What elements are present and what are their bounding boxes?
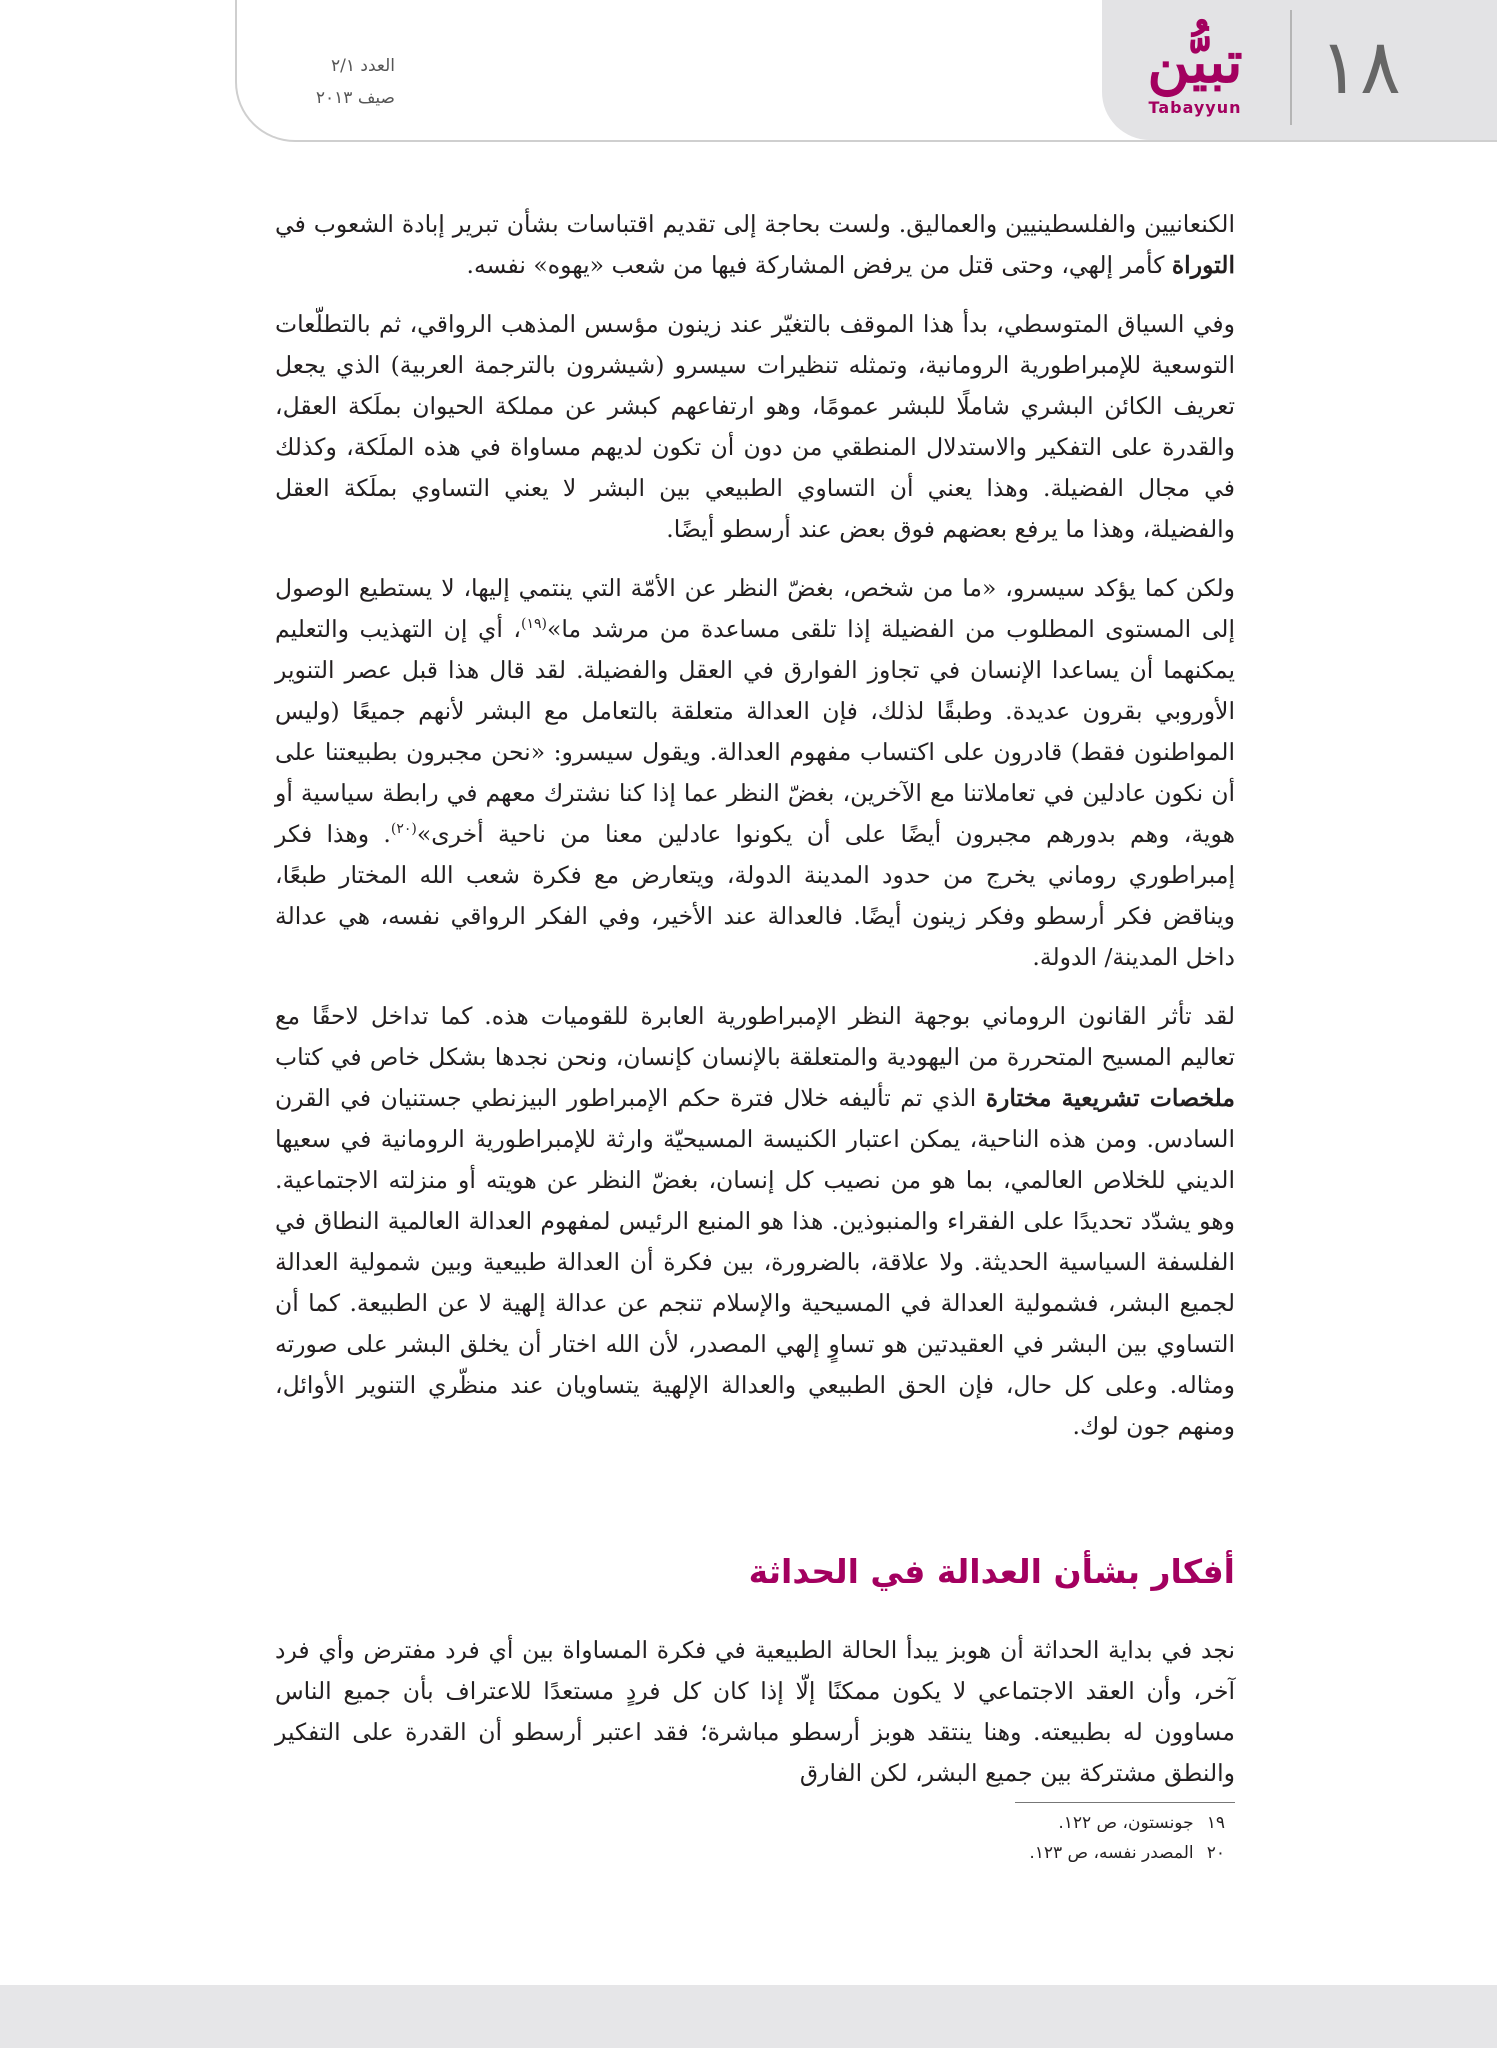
paragraph-2: وفي السياق المتوسطي، بدأ هذا الموقف بالتغيّر عند زينون مؤسس المذهب الرواقي، ثم بالتطلّعات التوسعية للإمبراطورية الرومانية، وتمثله تنظيرات سيسرو (شيشرون بالترجمة العربية) الذي يجعل تعريف الكائن البشري شاملًا للبشر عمومًا، وهو ارتفاعهم كبشر عن مملكة الحيوان بملَكة العقل، والقدرة على التفكير والاستدلال المنطقي من دون أن تكون لديهم مساواة في هذه الملَكة، وكذلك في مجال الفضيلة. وهذا يعني أن التساوي الطبيعي بين البشر لا يعني التساوي بملَكة العقل والفضيلة، وهذا ما يرفع بعضهم فوق بعض عند أرسطو أيضًا. (275, 310, 1235, 543)
footnote-item (275, 1808, 1225, 1838)
paragraph-1: الكنعانيين والفلسطينيين والعماليق. ولست بحاجة إلى تقديم اقتباسات بشأن تبرير إبادة الشعوب في التوراة كأمر إلهي، وحتى قتل من يرفض المشاركة فيها من شعب «يهوه» نفسه. (275, 210, 1235, 279)
footnote-number: ١٩ (1206, 1813, 1225, 1833)
footnote-number: ٢٠ (1206, 1843, 1225, 1863)
section-title: أفكار بشأن العدالة في الحداثة (748, 1552, 1235, 1591)
page-footer-bar (0, 1985, 1497, 2048)
footnote-divider (1015, 1802, 1235, 1803)
emphasis-book-title: ملخصات تشريعية مختارة (985, 1084, 1235, 1112)
paragraph-3: ولكن كما يؤكد سيسرو، «ما من شخص، بغضّ النظر عن الأمّة التي ينتمي إليها، لا يستطيع الوصول إلى المستوى المطلوب من الفضيلة إذا تلقى مساعدة من مرشد ما»$^{(١٩)}$، أي إن التهذيب والتعليم يمكنهما أن يساعدا الإنسان في تجاوز الفوارق في العقل والفضيلة. لقد قال هذا قبل عصر التنوير الأوروبي بقرون عديدة. وطبقًا لذلك، فإن العدالة متعلقة بالتعامل مع البشر لأنهم جميعًا (وليس المواطنون فقط) قادرون على اكتساب مفهوم العدالة. ويقول سيسرو: «نحن مجبرون بطبيعتنا على أن نكون عادلين في تعاملاتنا مع الآخرين، بغضّ النظر عما إذا كنا نشترك معهم في رابطة سياسية أو هوية، وهم بدورهم مجبرون أيضًا على أن يكونوا عادلين معنا من ناحية أخرى»$^{(٢٠)}$. وهذا فكر إمبراطوري روماني يخرج من حدود المدينة الدولة، ويتعارض مع فكرة شعب الله المختار طبعًا، ويناقض فكر أرسطو وفكر زينون أيضًا. فالعدالة عند الأخير، وفي الفكر الرواقي نفسه، هي عدالة داخل المدينة/ الدولة. (275, 574, 1235, 971)
footnote-ref-19: (١٩) (521, 616, 548, 633)
logo-latin: Tabayyun (1148, 98, 1242, 117)
footnotes (275, 1808, 1225, 1868)
issue-info (255, 50, 395, 114)
emphasis-torah: التوراة (1171, 251, 1235, 279)
logo-arabic: تبيُّن (1147, 28, 1243, 96)
footnote-text: المصدر نفسه، ص ١٢٣. (1029, 1843, 1194, 1863)
section-body (275, 1630, 1235, 1794)
header-divider (1290, 10, 1292, 125)
page-number: ١٨ (1319, 22, 1401, 111)
tabayyun-logo (1120, 28, 1270, 128)
paragraph-4: لقد تأثر القانون الروماني بوجهة النظر الإمبراطورية العابرة للقوميات هذه. كما تداخل لاحقًا مع تعاليم المسيح المتحررة من اليهودية والمتعلقة بالإنسان كإنسان، ونحن نجدها بشكل خاص في كتاب ملخصات تشريعية مختارة الذي تم تأليفه خلال فترة حكم الإمبراطور البيزنطي جستنيان في القرن السادس. ومن هذه الناحية، يمكن اعتبار الكنيسة المسيحيّة وارثة للإمبراطورية الرومانية في سعيها الديني للخلاص العالمي، بما هو من نصيب كل إنسان، بغضّ النظر عن هويته أو منزلته الاجتماعية. وهو يشدّد تحديدًا على الفقراء والمنبوذين. هذا هو المنبع الرئيس لمفهوم العدالة العالمية النطاق في الفلسفة السياسية الحديثة. ولا علاقة، بالضرورة، بين فكرة أن العدالة طبيعية وبين شمولية العدالة لجميع البشر، فشمولية العدالة في المسيحية والإسلام تنجم عن عدالة إلهية لا عن الطبيعة. كما أن التساوي بين البشر في العقيدتين هو تساوٍ إلهي المصدر، لأن الله اختار أن يخلق البشر على صورته ومثاله. وعلى كل حال، فإن الحق الطبيعي والعدالة الإلهية يتساويان عند منظّري التنوير الأوائل، ومنهم جون لوك. (275, 1002, 1235, 1440)
footnote-ref-20: (٢٠) (390, 821, 417, 838)
footnote-text: جونستون، ص ١٢٢. (1058, 1813, 1194, 1833)
paragraph-5: نجد في بداية الحداثة أن هوبز يبدأ الحالة الطبيعية في فكرة المساواة بين أي فرد مفترض وأي فرد آخر، وأن العقد الاجتماعي لا يكون ممكنًا إلّا إذا كان كل فردٍ مستعدًا للاعتراف بأن جميع الناس مساوون له بطبيعته. وهنا ينتقد هوبز أرسطو مباشرة؛ فقد اعتبر أرسطو أن القدرة على التفكير والنطق مشتركة بين جميع البشر، لكن الفارق (275, 1636, 1235, 1787)
article-body (275, 204, 1235, 1465)
issue-season: صيف ٢٠١٣ (315, 88, 395, 108)
footnote-item (275, 1838, 1225, 1868)
issue-number: العدد ٢/١ (330, 56, 395, 76)
